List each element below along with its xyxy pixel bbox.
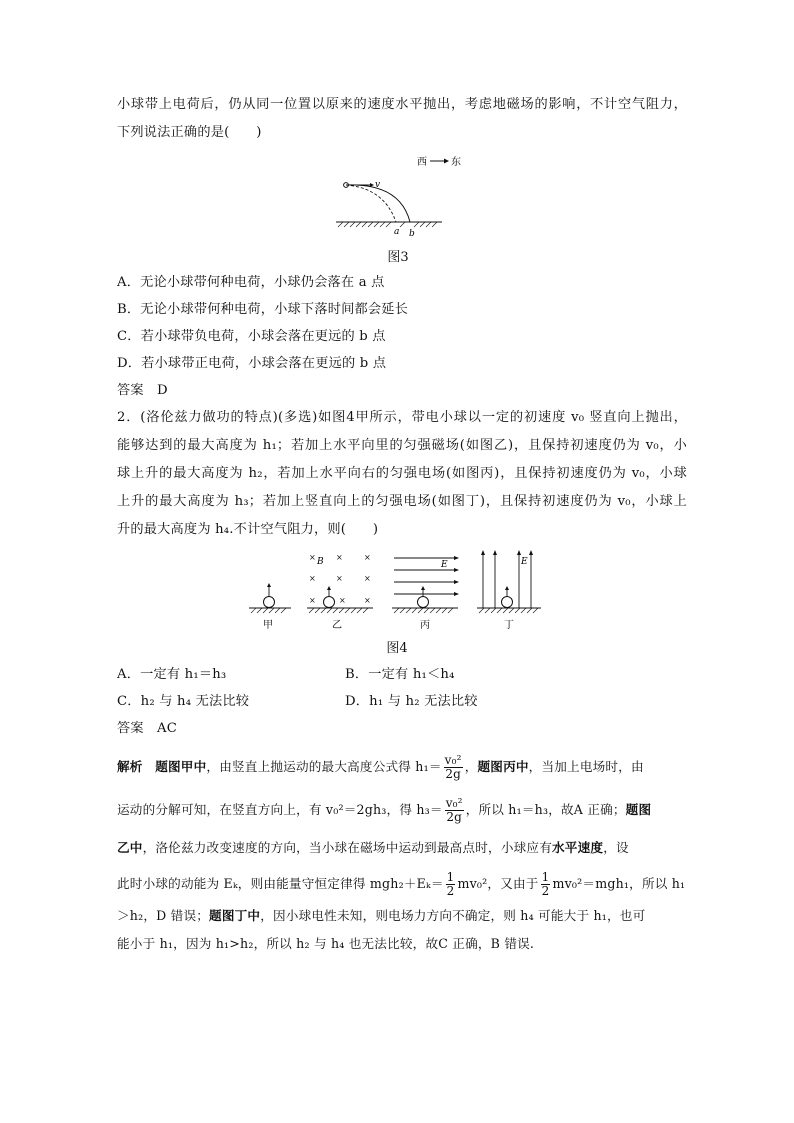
q2-option-a: A．一定有 h₁＝h₃ bbox=[117, 667, 227, 682]
svg-text:×: × bbox=[364, 553, 371, 562]
fig4-bing-ball bbox=[418, 597, 429, 608]
analysis-text: ， bbox=[464, 759, 478, 774]
analysis-line-3 bbox=[117, 838, 687, 858]
q1-stem-line-2: 下列说法正确的是( ) bbox=[117, 125, 262, 140]
fig3-east-label: 东 bbox=[451, 157, 461, 168]
analysis-label: 解析 bbox=[117, 759, 143, 774]
svg-text:×: × bbox=[309, 574, 316, 583]
analysis-text: 运动的分解可知，在竖直方向上，有 v₀²＝2gh₃，得 h₃＝ bbox=[117, 802, 443, 817]
q2-stem-line-2: 能够达到的最大高度为 h₁；若加上水平向里的匀强磁场(如图乙)，且保持初速度仍为 v₀，小 bbox=[117, 438, 687, 453]
analysis-line-6: 能小于 h₁，因为 h₁>h₂，所以 h₂ 与 h₄ 也无法比较，故C 正确，B 错误. bbox=[117, 936, 535, 951]
analysis-text: ，因小球电性未知，则电场力方向不确定，则 h₄ 可能大于 h₁，也可 bbox=[260, 908, 646, 923]
q2-stem-line-1: 2．(洛伦兹力做功的特点)(多选)如图4甲所示，带电小球以一定的初速度 v₀ 竖直向上抛出， bbox=[117, 410, 687, 425]
fig4-yi-ball bbox=[324, 597, 335, 608]
analysis-fig-ding: 题图丁中 bbox=[209, 908, 261, 923]
fig3-caption: 图3 bbox=[387, 250, 409, 265]
fraction-denominator: 2 bbox=[446, 884, 455, 898]
fig4-panel-bing bbox=[392, 556, 459, 631]
fraction bbox=[541, 871, 551, 898]
svg-text:×: × bbox=[364, 596, 371, 605]
fig4-jia-ball bbox=[264, 597, 275, 608]
svg-text:×: × bbox=[336, 574, 343, 583]
fraction-numerator: v₀² bbox=[444, 753, 462, 767]
svg-text:×: × bbox=[336, 553, 343, 562]
fraction bbox=[444, 754, 463, 781]
analysis-text: ，当加上电场时，由 bbox=[528, 759, 644, 774]
analysis-text: ，由竖直上抛运动的最大高度公式得 h₁＝ bbox=[206, 759, 442, 774]
figure-4 bbox=[245, 548, 545, 634]
fig3-trajectory-b bbox=[346, 185, 410, 222]
analysis-text: ＞h₂，D 错误； bbox=[117, 908, 210, 923]
fraction-denominator: 2g bbox=[446, 810, 463, 824]
svg-text:×: × bbox=[364, 574, 371, 583]
analysis-fig-yi: 题图 bbox=[625, 802, 652, 817]
analysis-text: ，设 bbox=[603, 840, 629, 855]
fraction bbox=[446, 871, 456, 898]
fig4-label-bing: 丙 bbox=[420, 620, 430, 631]
analysis-line-1 bbox=[117, 754, 687, 781]
analysis-horizontal-velocity: 水平速度 bbox=[552, 840, 604, 855]
fig3-b-label: b bbox=[409, 229, 415, 239]
q1-stem-line-1: 小球带上电荷后，仍从同一位置以原来的速度水平抛出，考虑地磁场的影响，不计空气阻力， bbox=[117, 97, 687, 112]
analysis-text: mv₀²＝mgh₁，所以 h₁ bbox=[552, 876, 686, 891]
analysis-text: ，洛伦兹力改变速度的方向，当小球在磁场中运动到最高点时，小球应有 bbox=[142, 840, 552, 855]
q1-answer-label: 答案 bbox=[117, 383, 144, 398]
q1-answer-value: D bbox=[156, 383, 168, 398]
fraction-numerator: v₀² bbox=[445, 796, 463, 810]
q2-stem-line-5: 升的最大高度为 h₄.不计空气阻力，则( ) bbox=[117, 522, 379, 537]
fig4-panel-yi bbox=[307, 553, 373, 631]
fig4-label-yi: 乙 bbox=[332, 620, 342, 631]
fig4-e-label-vertical: E bbox=[521, 557, 528, 567]
analysis-fig-jia: 题图甲中 bbox=[155, 759, 207, 774]
q2-answer bbox=[117, 719, 687, 739]
q2-stem-line-4: 上升的最大高度为 h₃；若加上竖直向上的匀强电场(如图丁)，且保持初速度仍为 v₀，小球上 bbox=[117, 494, 687, 509]
analysis-line-5 bbox=[117, 906, 687, 926]
q1-option-b: B．无论小球带何种电荷，小球下落时间都会延长 bbox=[117, 302, 409, 317]
q2-option-d: D．h₁ 与 h₂ 无法比较 bbox=[345, 694, 478, 709]
fig4-e-label-horizontal: E bbox=[441, 560, 448, 570]
fraction bbox=[445, 797, 464, 824]
fig3-v-label: v bbox=[375, 180, 381, 190]
fig4-b-label: B bbox=[317, 557, 324, 567]
q2-option-c: C．h₂ 与 h₄ 无法比较 bbox=[117, 694, 250, 709]
fig4-caption: 图4 bbox=[386, 641, 408, 656]
figure-3 bbox=[330, 150, 470, 245]
fraction-denominator: 2g bbox=[445, 767, 462, 781]
q1-option-c: C．若小球带负电荷，小球会落在更远的 b 点 bbox=[117, 329, 386, 344]
q2-options-row-1 bbox=[117, 665, 687, 685]
q2-options-row-2 bbox=[117, 692, 687, 712]
fig4-label-ding: 丁 bbox=[504, 620, 514, 631]
analysis-text: mv₀²，又由于 bbox=[457, 876, 539, 891]
q2-stem-line-3: 球上升的最大高度为 h₂，若加上水平向右的匀强电场(如图丙)，且保持初速度仍为 v₀，小球 bbox=[117, 466, 687, 481]
fig3-trajectory-a bbox=[346, 185, 396, 222]
analysis-line-4 bbox=[117, 871, 687, 898]
q2-answer-value: AC bbox=[156, 721, 177, 736]
analysis-fig-bing: 题图丙中 bbox=[477, 759, 529, 774]
analysis-text: ，所以 h₁＝h₃，故A 正确； bbox=[465, 802, 626, 817]
fig4-ding-ball bbox=[502, 597, 513, 608]
q2-option-b: B．一定有 h₁＜h₄ bbox=[345, 667, 455, 682]
q1-option-a: A．无论小球带何种电荷，小球仍会落在 a 点 bbox=[117, 275, 385, 290]
fig4-label-jia: 甲 bbox=[263, 620, 273, 631]
fig3-a-label: a bbox=[394, 227, 400, 237]
q1-option-d: D．若小球带正电荷，小球会落在更远的 b 点 bbox=[117, 356, 387, 371]
svg-text:×: × bbox=[309, 596, 316, 605]
fig4-panel-jia bbox=[249, 583, 291, 631]
analysis-fig-yi-cont: 乙中 bbox=[117, 840, 143, 855]
fig3-west-label: 西 bbox=[417, 157, 427, 168]
fraction-numerator: 1 bbox=[446, 870, 455, 884]
svg-text:×: × bbox=[339, 596, 346, 605]
q2-answer-label: 答案 bbox=[117, 721, 144, 736]
analysis-line-2 bbox=[117, 797, 687, 824]
svg-text:×: × bbox=[309, 553, 316, 562]
fraction-numerator: 1 bbox=[541, 870, 550, 884]
fraction-denominator: 2 bbox=[541, 884, 550, 898]
q1-answer bbox=[117, 381, 687, 401]
fig4-panel-ding bbox=[477, 550, 541, 631]
analysis-text: 此时小球的动能为 Eₖ，则由能量守恒定律得 mgh₂＋Eₖ＝ bbox=[117, 876, 444, 891]
